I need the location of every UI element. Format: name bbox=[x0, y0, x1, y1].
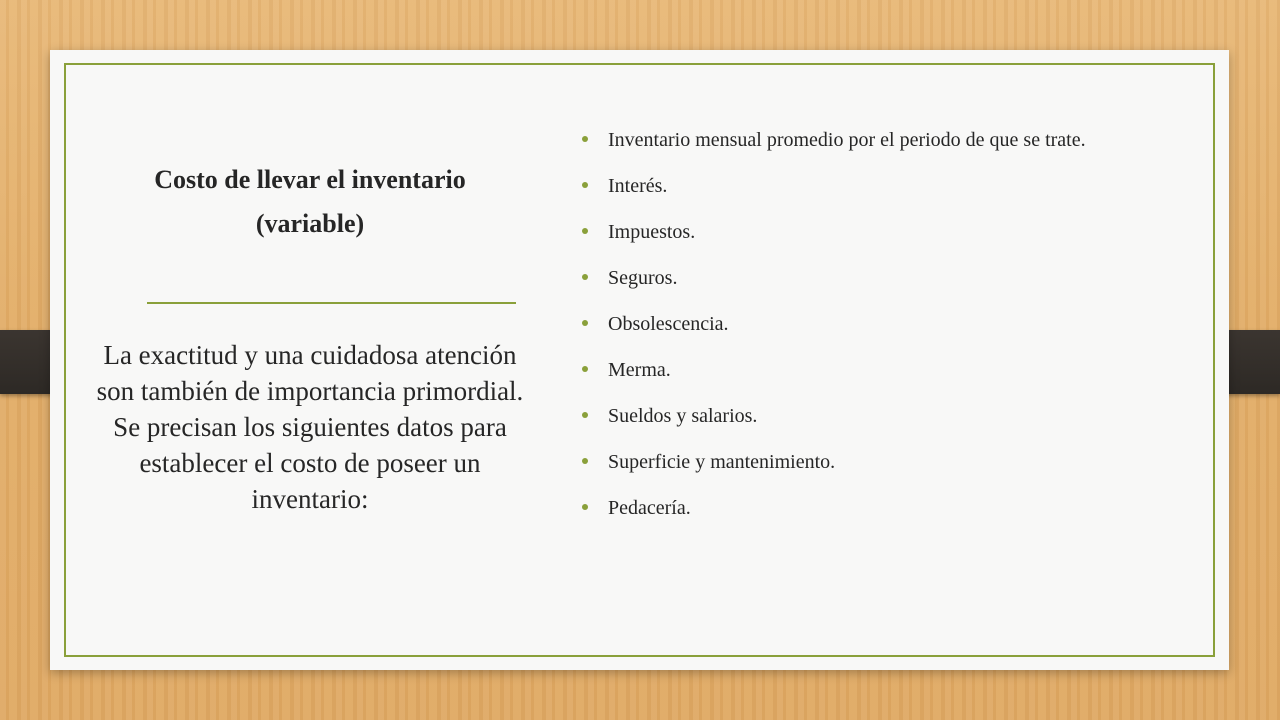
slide-body-text: La exactitud y una cuidadosa atención son también de importancia primordial. Se precisan los siguientes datos para establecer el costo de poseer un inventario: bbox=[96, 340, 524, 514]
bullet-item bbox=[573, 219, 1133, 246]
bullet-text: Obsolescencia. bbox=[608, 313, 729, 335]
slide-title: Costo de llevar el inventario (variable) bbox=[154, 165, 466, 238]
bullet-item bbox=[573, 403, 1133, 430]
slide-card bbox=[50, 50, 1229, 670]
bullet-dot-icon bbox=[582, 182, 588, 188]
bullet-text: Interés. bbox=[608, 175, 668, 197]
bullet-item bbox=[573, 127, 1133, 153]
title-divider bbox=[147, 302, 516, 304]
bullet-item bbox=[573, 357, 1133, 384]
bullet-list bbox=[573, 127, 1133, 541]
bullet-dot-icon bbox=[582, 366, 588, 372]
bullet-item bbox=[573, 173, 1133, 200]
bullet-dot-icon bbox=[582, 274, 588, 280]
bullet-dot-icon bbox=[582, 228, 588, 234]
bullet-text: Sueldos y salarios. bbox=[608, 405, 758, 427]
bullet-dot-icon bbox=[582, 458, 588, 464]
bullet-text: Inventario mensual promedio por el periodo de que se trate. bbox=[608, 129, 1086, 151]
bullet-text: Superficie y mantenimiento. bbox=[608, 451, 836, 473]
bullet-text: Pedacería. bbox=[608, 497, 691, 519]
bullet-dot-icon bbox=[582, 504, 588, 510]
bullet-text: Seguros. bbox=[608, 267, 678, 289]
bullet-item bbox=[573, 495, 1133, 522]
bullet-text: Merma. bbox=[608, 359, 671, 381]
bullet-dot-icon bbox=[582, 320, 588, 326]
bullet-text: Impuestos. bbox=[608, 221, 696, 243]
bullet-dot-icon bbox=[582, 412, 588, 418]
bullet-item bbox=[573, 449, 1133, 476]
bullet-dot-icon bbox=[582, 136, 588, 142]
bullet-item bbox=[573, 311, 1133, 338]
bullet-item bbox=[573, 265, 1133, 292]
